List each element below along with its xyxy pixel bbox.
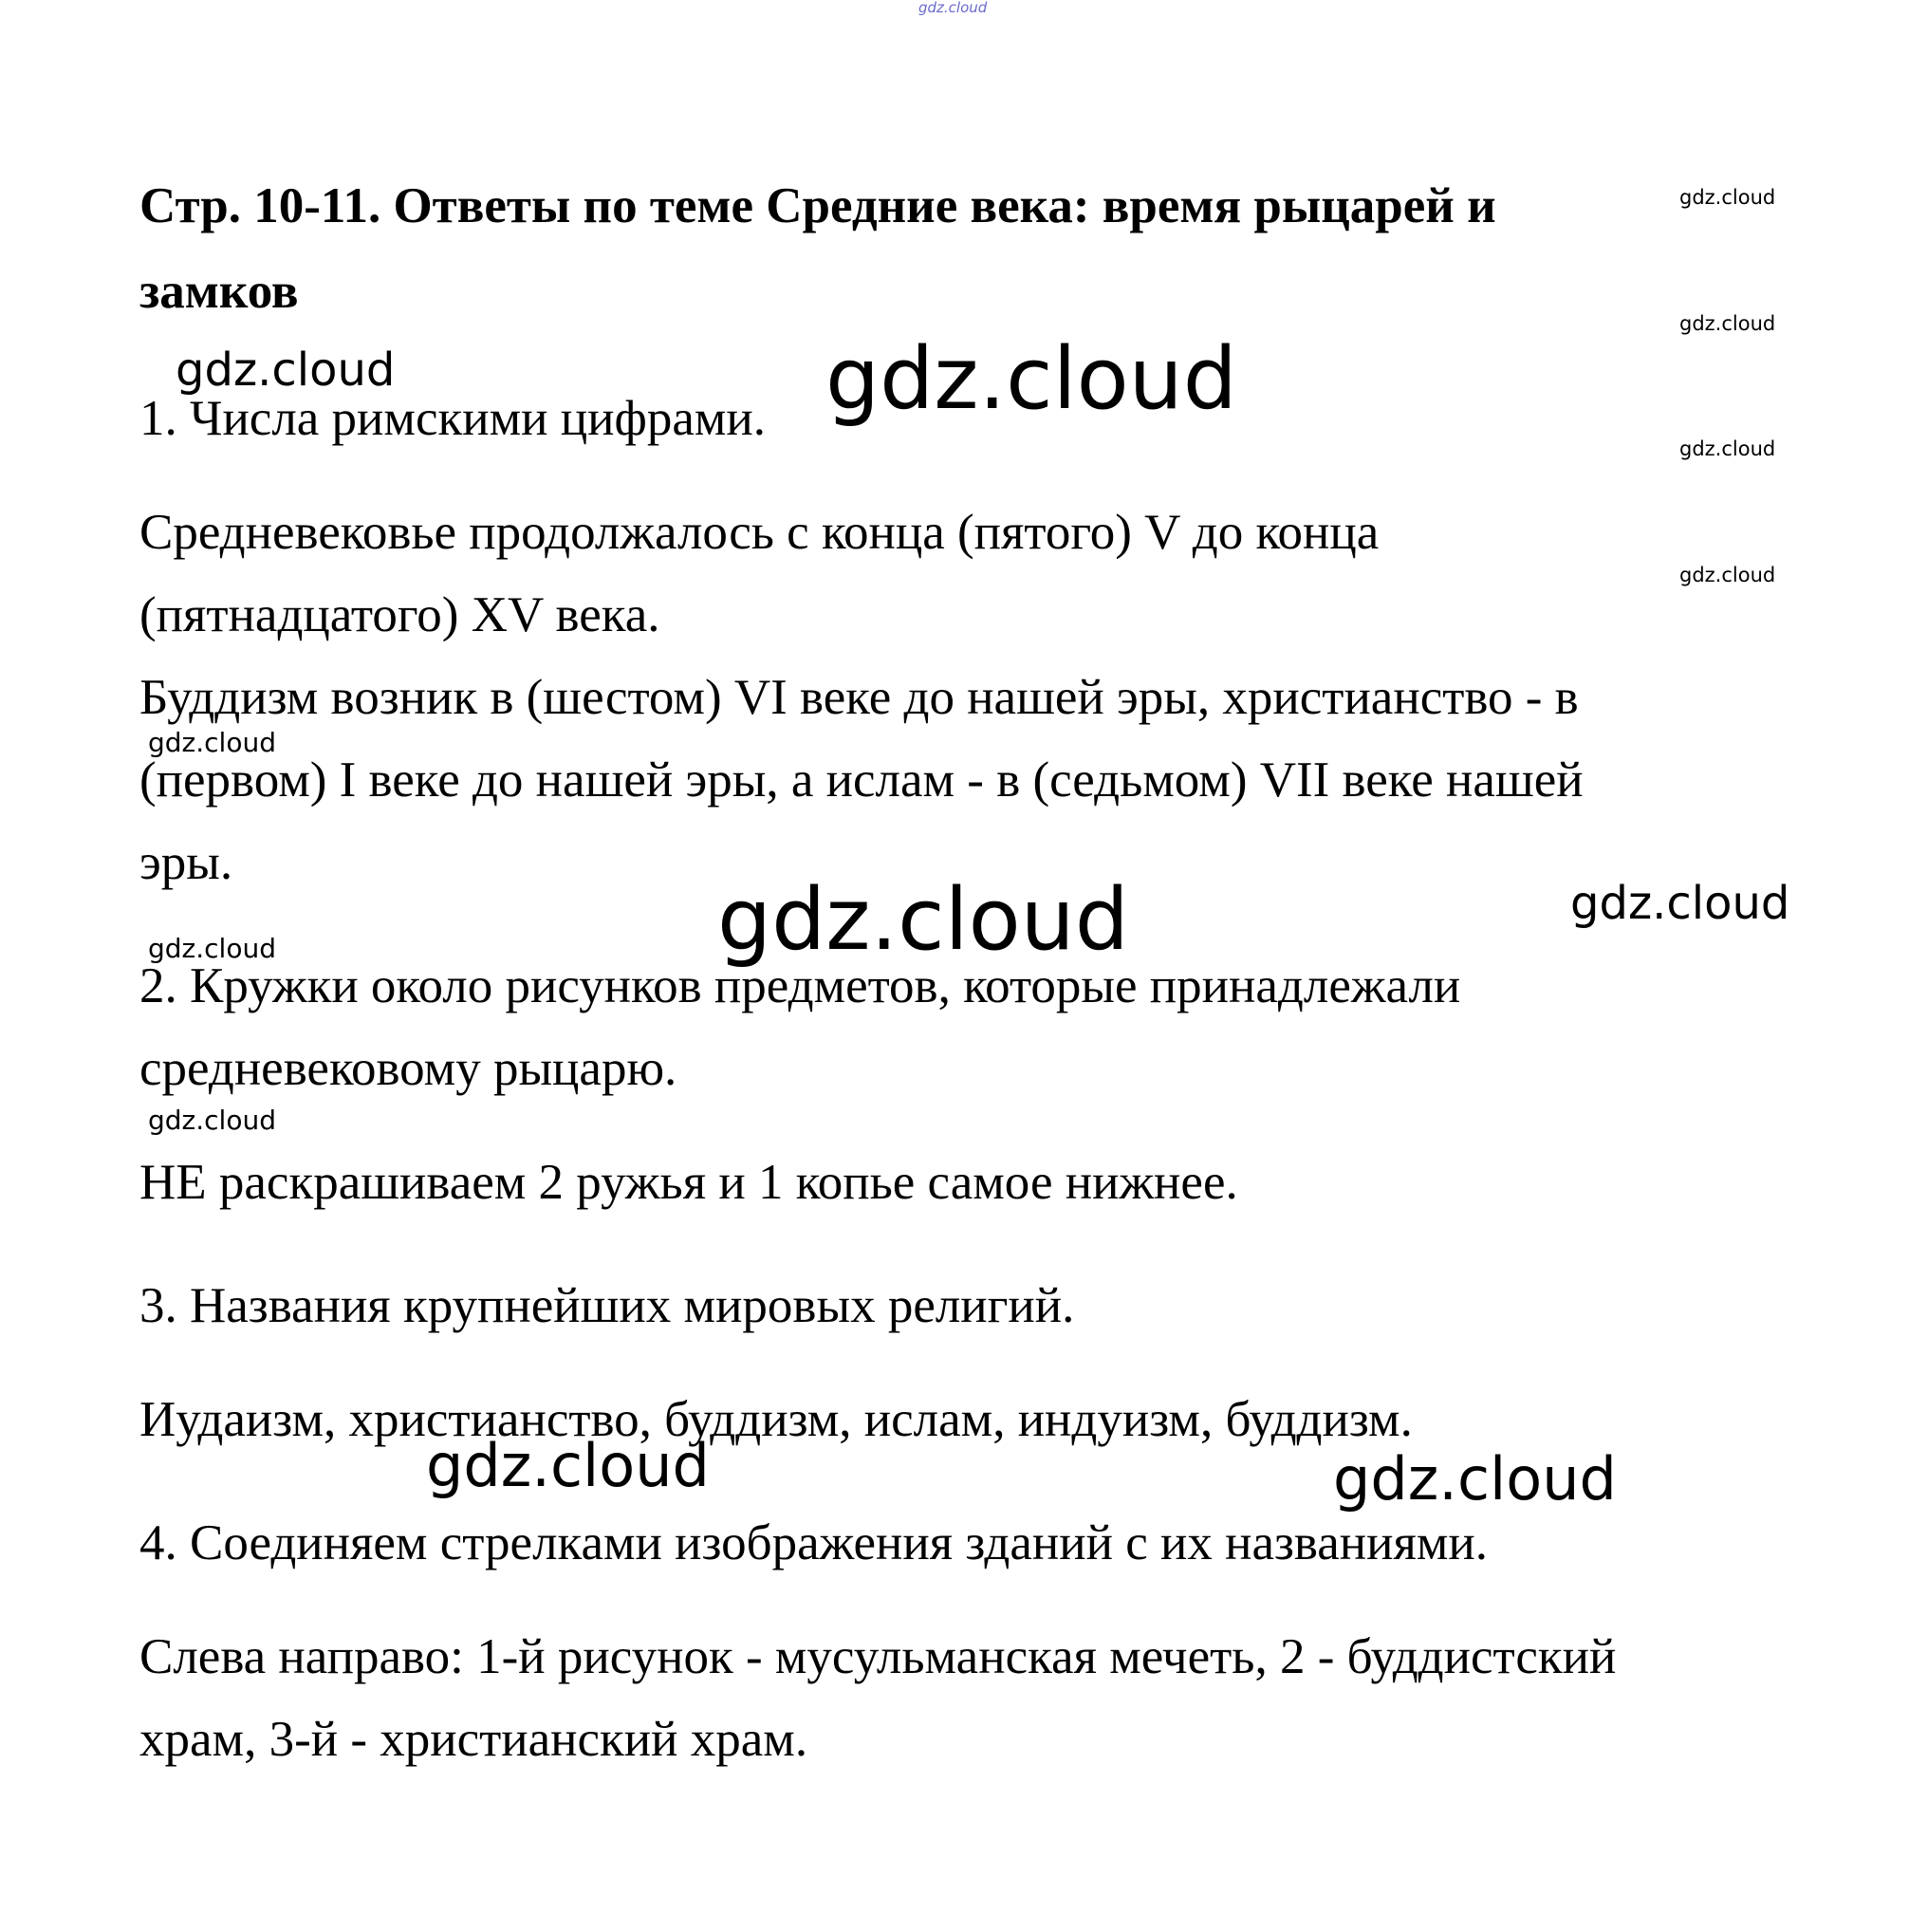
- task-1-answer-line-1: Средневековье продолжалось с конца (пятого) V до конца: [139, 505, 1380, 560]
- task-1-answer-line-5: эры.: [139, 835, 233, 890]
- task-2-heading-line-2: средневековому рыцарю.: [139, 1041, 677, 1096]
- watermark-medium-4: gdz.cloud: [1333, 1444, 1617, 1514]
- watermark-small-2: gdz.cloud: [148, 933, 276, 964]
- task-3-heading: 3. Названия крупнейших мировых религий.: [139, 1278, 1075, 1333]
- watermark-right-2: gdz.cloud: [1679, 312, 1776, 335]
- task-1-answer-line-2: (пятнадцатого) XV века.: [139, 587, 660, 642]
- page-title: [139, 163, 1496, 334]
- watermark-right-1: gdz.cloud: [1679, 186, 1776, 209]
- watermark-right-4: gdz.cloud: [1679, 564, 1776, 586]
- watermark-large-1: gdz.cloud: [825, 329, 1237, 429]
- page-title-line-1: Стр. 10-11. Ответы по теме Средние века: время рыцарей и: [139, 178, 1496, 233]
- task-2-heading-line-1: 2. Кружки около рисунков предметов, которые принадлежали: [139, 958, 1461, 1013]
- watermark-right-3: gdz.cloud: [1679, 437, 1776, 460]
- task-1-heading: 1. Числа римскими цифрами.: [139, 391, 766, 446]
- task-1-answer-line-3: Буддизм возник в (шестом) VI веке до нашей эры, христианство - в: [139, 670, 1579, 725]
- watermark-small-3: gdz.cloud: [148, 1105, 276, 1136]
- task-2-answer: НЕ раскрашиваем 2 ружья и 1 копье самое нижнее.: [139, 1155, 1238, 1210]
- watermark-medium-3: gdz.cloud: [426, 1431, 710, 1500]
- task-1-answer-line-4: (первом) I веке до нашей эры, а ислам - в (седьмом) VII веке нашей: [139, 752, 1584, 808]
- watermark-medium-1: gdz.cloud: [176, 344, 396, 397]
- watermark-small-1: gdz.cloud: [148, 727, 276, 758]
- task-4-answer-line-1: Слева направо: 1-й рисунок - мусульманская мечеть, 2 - буддистский: [139, 1629, 1617, 1684]
- task-4-heading: 4. Соединяем стрелками изображения зданий с их названиями.: [139, 1515, 1489, 1570]
- watermark-large-2: gdz.cloud: [717, 870, 1129, 970]
- task-3-answer: Иудаизм, христианство, буддизм, ислам, индуизм, буддизм.: [139, 1392, 1413, 1447]
- task-4-answer-line-2: храм, 3-й - христианский храм.: [139, 1712, 808, 1767]
- watermark-medium-2: gdz.cloud: [1570, 877, 1790, 930]
- watermark-top: gdz.cloud: [918, 0, 988, 16]
- page-title-line-2: замков: [139, 264, 299, 319]
